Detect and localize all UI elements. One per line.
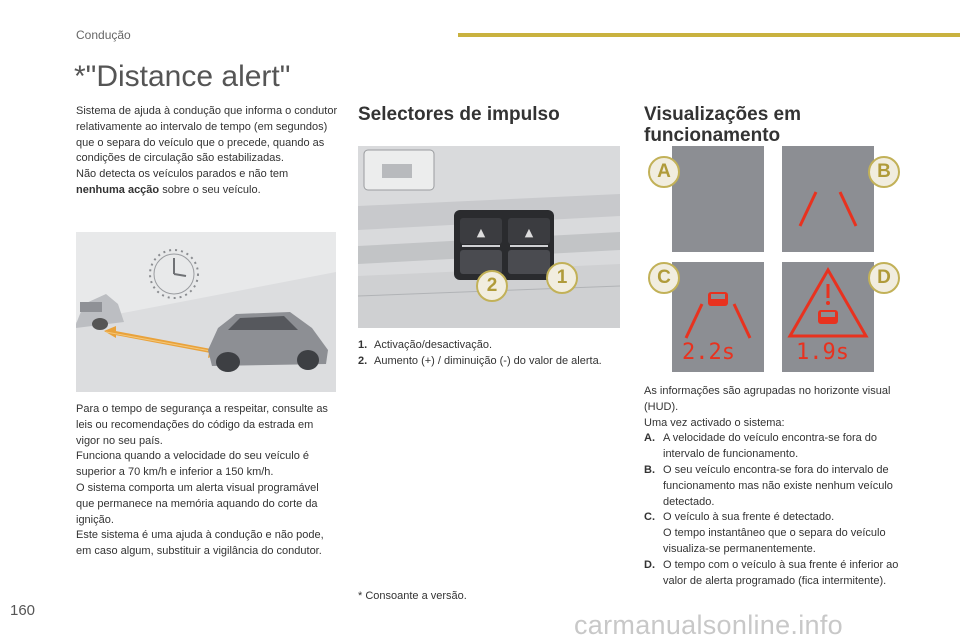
illustration-buttons [358,146,620,328]
col1-para-4: Este sistema é uma ajuda à condução e não pode, em caso algum, substituir a vigilância do condutor. [76,529,324,558]
intro-bold: nenhuma acção [76,183,160,196]
time-value-d: 1.9s [796,340,849,365]
badge-1: 1 [546,262,578,294]
col3-intro-2: Uma vez activado o sistema: [644,416,785,429]
page-number: 160 [10,602,36,619]
list-item: 2. Aumento (+) / diminuição (-) do valor de alerta. [358,354,602,367]
badge-d: D [868,262,900,294]
col1-para-1: Para o tempo de segurança a respeitar, consulte as leis ou recomendações do código da estrada em vigor no seu país. [76,403,328,447]
col2-list [358,338,620,370]
list-item: 1. Activação/desactivação. [358,339,493,351]
footnote: * Consoante a versão. [358,590,467,602]
hud-panels [644,146,906,374]
col1-para-3: O sistema comporta um alerta visual programável que permanece na memória aquando do corte da ignição. [76,481,319,526]
badge-c: C [648,262,680,294]
cars-illustration-svg [76,232,336,392]
svg-text:▲: ▲ [476,226,486,239]
lane-lines-icon [782,146,874,252]
header-rule [458,33,960,37]
time-value-c: 2.2s [682,340,735,365]
impulse-selector-icon [454,210,554,280]
list-item: A. A velocidade do veículo encontra-se fora do intervalo de funcionamento. [644,432,878,461]
section-label: Condução [76,28,131,42]
list-item: C. O veículo à sua frente é detectado. O tempo instantâneo que o separa do veículo visualiza-se permanentemente. [644,511,886,555]
illustration-cars [76,232,336,392]
col1-text [76,402,338,560]
badge-2: 2 [476,270,508,302]
hud-panel-d [782,262,874,372]
svg-text:▲: ▲ [524,226,534,239]
watermark: carmanualsonline.info [574,610,843,640]
col3-heading: Visualizações em funcionamento [644,104,802,146]
hud-panel-a [672,146,764,252]
badge-b: B [868,156,900,188]
intro-line-1: Sistema de ajuda à condução que informa o condutor relativamente ao intervalo de tempo (em segundos) que o separa do veículo que o precede, quando as condições de circulação são estabilizadas. [76,105,338,165]
intro-line-2: Não detecta os veículos parados e não tem nenhuma acção sobre o seu veículo. [76,168,289,196]
col2-heading: Selectores de impulso [358,104,560,125]
badge-a: A [648,156,680,188]
list-item: D. O tempo com o veículo à sua frente é inferior ao valor de alerta programado (fica intermitente). [644,558,899,587]
page-title: *"Distance alert" [74,60,291,93]
col3-intro-1: As informações são agrupadas no horizonte visual (HUD). [644,385,891,413]
col1-para-2: Funciona quando a velocidade do seu veículo é superior a 70 km/h e inferior a 150 km/h. [76,450,310,479]
intro-text [76,104,338,199]
hud-panel-c [672,262,764,372]
hud-panel-b [782,146,874,252]
col3-text [644,384,910,589]
list-item: B. O seu veículo encontra-se fora do intervalo de funcionamento mas não existe nenhum veículo detectado. [644,463,893,508]
